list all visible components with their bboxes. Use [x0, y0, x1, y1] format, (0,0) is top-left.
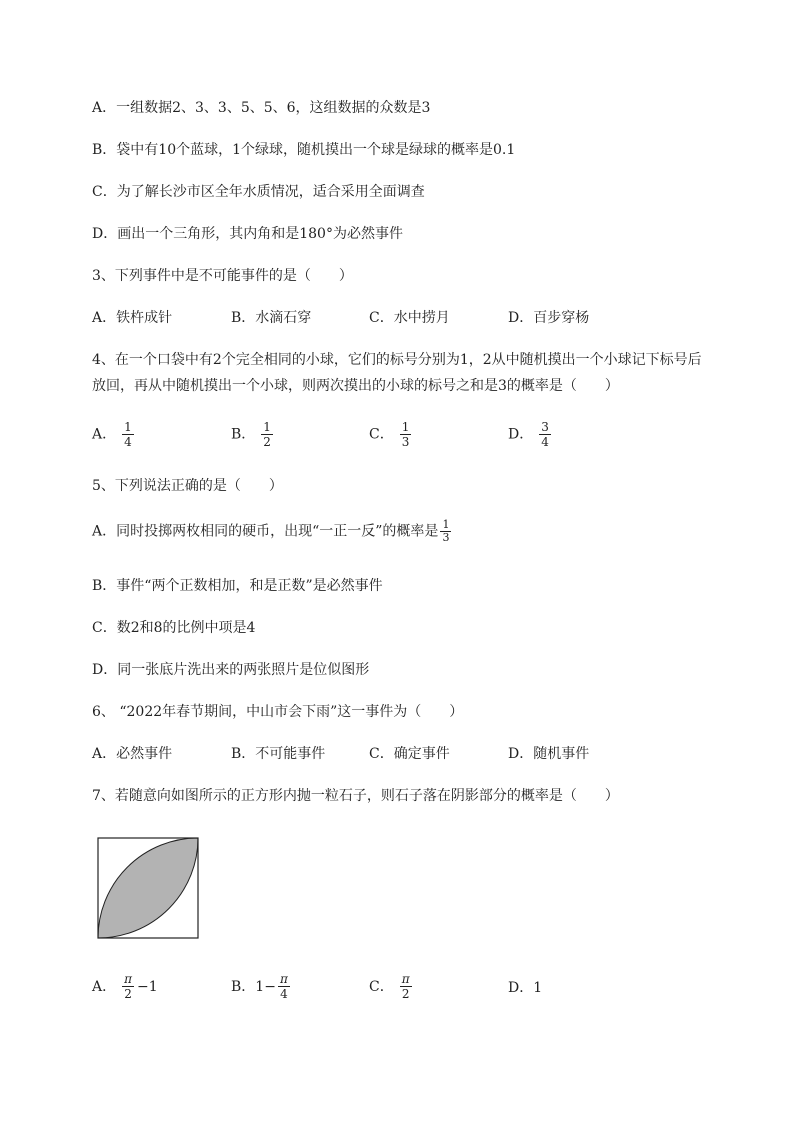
q7-option-c: C． $\frac{\pi}{2}$ [369, 972, 410, 1001]
q3-option-c: C．水中捞月 [369, 310, 450, 326]
question-4-line-2: 放回，再从中随机摸出一个小球，则两次摸出的小球的标号之和是3的概率是（ ） [92, 378, 619, 394]
q7-option-a: A． $\frac{\pi}{2}$ −1 [92, 972, 158, 1001]
q6-option-c: C．确定事件 [369, 746, 450, 762]
question-5: 5、下列说法正确的是（ ） [92, 478, 283, 494]
q4-option-c: C． $\frac{1}{3}$ [369, 420, 410, 449]
q5-option-b: B．事件“两个正数相加，和是正数”是必然事件 [92, 578, 383, 594]
q7-option-d: D．1 [508, 980, 543, 996]
q4-option-a: A． $\frac{1}{4}$ [92, 420, 132, 449]
shaded-leaf-region [98, 838, 198, 938]
question-3: 3、下列事件中是不可能事件的是（ ） [92, 268, 353, 284]
q3-option-d: D．百步穿杨 [508, 310, 590, 326]
q3-option-b: B．水滴石穿 [231, 310, 312, 326]
q4-option-b: B． $\frac{1}{2}$ [231, 420, 271, 449]
square-leaf-figure [96, 836, 200, 940]
q5-option-c: C．数2和8的比例中项是4 [92, 620, 256, 636]
q2-option-c: C．为了解长沙市区全年水质情况，适合采用全面调查 [92, 184, 425, 200]
question-6: 6、 “2022年春节期间，中山市会下雨”这一事件为（ ） [92, 704, 464, 720]
q6-option-d: D．随机事件 [508, 746, 590, 762]
q2-option-a: A．一组数据2、3、3、5、5、6，这组数据的众数是3 [92, 100, 431, 116]
question-7: 7、若随意向如图所示的正方形内抛一粒石子，则石子落在阴影部分的概率是（ ） [92, 788, 619, 804]
q5-option-d: D．同一张底片洗出来的两张照片是位似图形 [92, 662, 370, 678]
q2-option-d: D．画出一个三角形，其内角和是180°为必然事件 [92, 226, 403, 242]
q7-option-b: B． 1− $\frac{\pi}{4}$ [231, 972, 288, 1001]
q6-option-b: B．不可能事件 [231, 746, 326, 762]
q3-option-a: A．铁杵成针 [92, 310, 173, 326]
q6-option-a: A．必然事件 [92, 746, 173, 762]
q2-option-b: B．袋中有10个蓝球，1个绿球，随机摸出一个球是绿球的概率是0.1 [92, 142, 516, 158]
question-4-line-1: 4、在一个口袋中有2个完全相同的小球，它们的标号分别为1，2从中随机摸出一个小球记下标号后 [92, 352, 702, 368]
q4-option-d: D． $\frac{3}{4}$ [508, 420, 549, 449]
q5-option-a: A．同时投掷两枚相同的硬币，出现“一正一反”的概率是 $\frac{1}{3}$ [92, 518, 450, 544]
